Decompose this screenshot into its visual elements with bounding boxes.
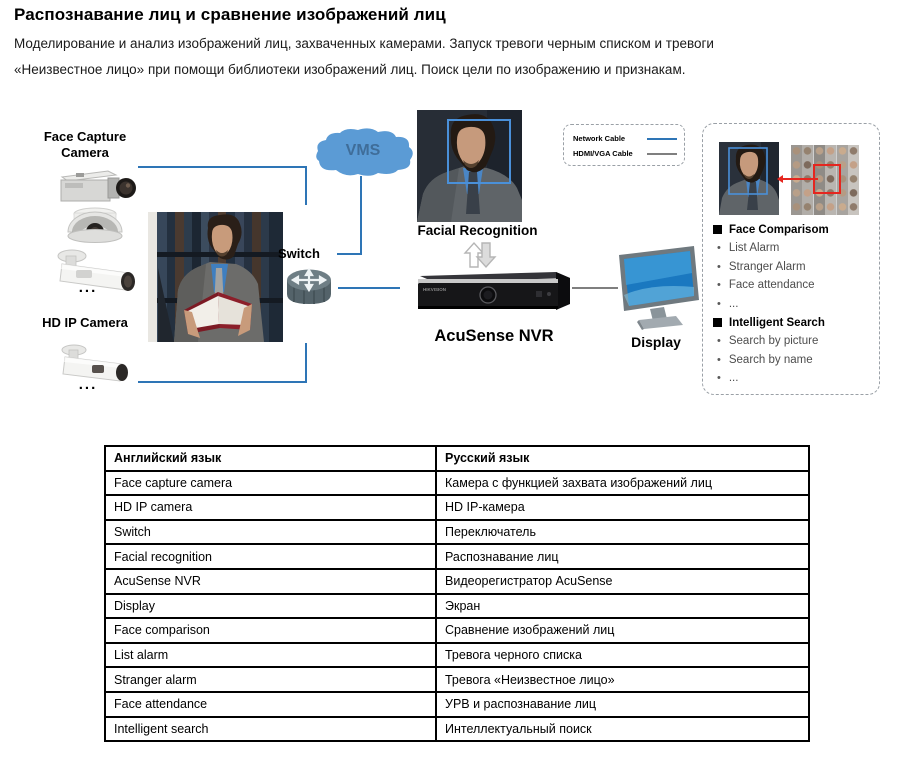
- dot-bullet-icon: •: [717, 297, 721, 310]
- table-cell-russian: Видеорегистратор AcuSense: [436, 569, 809, 594]
- svg-text:HIKVISION: HIKVISION: [423, 287, 447, 292]
- panel-list-item-text: ...: [728, 297, 739, 310]
- table-cell-english: Face attendance: [105, 692, 436, 717]
- face-thumbnail: [791, 159, 802, 173]
- face-thumbnail: [802, 159, 813, 173]
- panel-list-item-text: Face attendance: [728, 279, 815, 292]
- face-thumbnail: [825, 145, 836, 159]
- face-thumbnail: [791, 201, 802, 215]
- exchange-arrows-icon: [462, 241, 498, 269]
- panel-list-item: [717, 239, 879, 258]
- table-header-english: Английский язык: [105, 446, 436, 471]
- facial-recognition-label: Facial Recognition: [417, 223, 538, 238]
- switch-icon: [284, 266, 334, 308]
- cable-hdcam-to-switch-h: [138, 381, 307, 383]
- panel-list-item: [717, 295, 879, 314]
- panel-list-item-text: Stranger Alarm: [728, 260, 806, 273]
- description-line-2: «Неизвестное лицо» при помощи библиотеки изображений лиц. Поиск цели по изображению и признакам.: [14, 62, 686, 77]
- camera-ellipsis: ...: [78, 279, 98, 296]
- face-thumbnail: [802, 187, 813, 201]
- features-panel: [702, 123, 880, 395]
- dot-bullet-icon: •: [717, 260, 721, 273]
- face-thumbnail: [791, 145, 802, 159]
- dot-bullet-icon: •: [717, 242, 721, 255]
- table-cell-english: Face comparison: [105, 618, 436, 643]
- panel-list-item-text: Search by name: [728, 353, 813, 366]
- face-thumbnail: [814, 145, 825, 159]
- face-thumbnail: [814, 201, 825, 215]
- table-cell-russian: Сравнение изображений лиц: [436, 618, 809, 643]
- panel-list-item: [717, 276, 879, 295]
- display-label: Display: [631, 334, 681, 350]
- table-cell-english: Intelligent search: [105, 717, 436, 742]
- table-cell-english: Face capture camera: [105, 471, 436, 496]
- acusense-nvr-label: AcuSense NVR: [434, 327, 554, 345]
- panel-section-title: [713, 313, 879, 332]
- panel-list-item-text: Search by picture: [728, 335, 819, 348]
- cable-nvr-to-display: [572, 287, 618, 289]
- square-bullet-icon: [713, 318, 722, 327]
- table-cell-russian: Тревога «Неизвестное лицо»: [436, 667, 809, 692]
- legend-item: [573, 149, 677, 158]
- box-camera-icon: [52, 164, 138, 208]
- face-thumbnail: [848, 187, 859, 201]
- page-description: [14, 31, 894, 83]
- square-bullet-icon: [713, 225, 722, 234]
- table-row: [105, 667, 809, 692]
- panel-face-photo: [719, 142, 779, 215]
- panel-list-item: [717, 258, 879, 277]
- cable-switch-to-nvr: [338, 287, 400, 289]
- legend-items: [573, 134, 677, 158]
- facial-recognition-photo: [417, 110, 522, 222]
- table-cell-russian: Переключатель: [436, 520, 809, 545]
- table-cell-english: HD IP camera: [105, 495, 436, 520]
- table-cell-russian: HD IP-камера: [436, 495, 809, 520]
- table-row: [105, 471, 809, 496]
- table-row: [105, 618, 809, 643]
- panel-section-title-text: Intelligent Search: [729, 316, 825, 329]
- table-cell-english: Switch: [105, 520, 436, 545]
- table-cell-russian: Тревога черного списка: [436, 643, 809, 668]
- match-face-redbox: [813, 164, 841, 194]
- table-cell-english: List alarm: [105, 643, 436, 668]
- cable-vms-v: [360, 176, 362, 255]
- panel-section-title: [713, 220, 879, 239]
- library-man-photo: [148, 212, 283, 342]
- panel-list-item: [717, 332, 879, 351]
- face-thumbnail: [848, 201, 859, 215]
- camera-ellipsis-2: ...: [78, 376, 98, 393]
- legend-item: [573, 134, 677, 143]
- cable-vms-to-switch-h: [337, 253, 362, 255]
- face-thumbnail: [837, 201, 848, 215]
- terminology-table: [104, 445, 810, 742]
- table-row: [105, 594, 809, 619]
- display-monitor-icon: [606, 243, 706, 333]
- face-thumbnail: [802, 145, 813, 159]
- face-thumbnail: [802, 201, 813, 215]
- switch-label: Switch: [278, 246, 320, 261]
- panel-list-item-text: ...: [728, 372, 739, 385]
- legend-item-line-swatch: [647, 138, 677, 140]
- legend-item-line-swatch: [647, 153, 677, 155]
- cable-facecam-to-switch-v: [305, 166, 307, 205]
- table-cell-russian: Интеллектуальный поиск: [436, 717, 809, 742]
- panel-list-item-text: List Alarm: [728, 242, 780, 255]
- table-cell-russian: Экран: [436, 594, 809, 619]
- face-thumbnail: [848, 159, 859, 173]
- table-cell-english: Facial recognition: [105, 544, 436, 569]
- description-line-1: Моделирование и анализ изображений лиц, захваченных камерами. Запуск тревоги черным списком и тревоги: [14, 36, 714, 51]
- table-header-russian: Русский язык: [436, 446, 809, 471]
- face-thumbnail: [848, 173, 859, 187]
- match-connector-arrowhead: [777, 175, 783, 183]
- table-row: [105, 569, 809, 594]
- face-capture-camera-label: Face Capture Camera: [43, 129, 127, 160]
- cable-legend: [563, 124, 685, 166]
- dot-bullet-icon: •: [717, 335, 721, 348]
- table-cell-english: AcuSense NVR: [105, 569, 436, 594]
- vms-label: VMS: [345, 142, 381, 159]
- dome-camera-icon: [60, 205, 130, 247]
- hd-ip-camera-label: HD IP Camera: [42, 315, 128, 330]
- cable-hdcam-to-switch-v: [305, 343, 307, 383]
- table-row: [105, 495, 809, 520]
- table-cell-russian: Распознавание лиц: [436, 544, 809, 569]
- panel-list-item: [717, 369, 879, 388]
- cable-facecam-to-switch-h: [138, 166, 307, 168]
- table-cell-english: Display: [105, 594, 436, 619]
- page-title: Распознавание лиц и сравнение изображений лиц: [14, 5, 446, 24]
- table-cell-russian: Камера с функцией захвата изображений лиц: [436, 471, 809, 496]
- panel-list-item: [717, 351, 879, 370]
- table-row: [105, 692, 809, 717]
- table-row: [105, 643, 809, 668]
- table-cell-english: Stranger alarm: [105, 667, 436, 692]
- nvr-device: [416, 266, 574, 314]
- face-thumbnail: [848, 145, 859, 159]
- vms-cloud: [312, 128, 414, 178]
- legend-item-label: HDMI/VGA Cable: [573, 149, 633, 158]
- face-thumbnail: [791, 187, 802, 201]
- dot-bullet-icon: •: [717, 353, 721, 366]
- table-row: [105, 717, 809, 742]
- dot-bullet-icon: •: [717, 372, 721, 385]
- dot-bullet-icon: •: [717, 279, 721, 292]
- face-thumbnail: [837, 145, 848, 159]
- table-header-row: [105, 446, 809, 471]
- table-cell-russian: УРВ и распознавание лиц: [436, 692, 809, 717]
- face-thumbnail: [825, 201, 836, 215]
- table-row: [105, 544, 809, 569]
- table-body: [105, 471, 809, 742]
- panel-sections: [703, 220, 879, 388]
- table-row: [105, 520, 809, 545]
- legend-item-label: Network Cable: [573, 134, 626, 143]
- panel-section-title-text: Face Comparisom: [729, 223, 829, 236]
